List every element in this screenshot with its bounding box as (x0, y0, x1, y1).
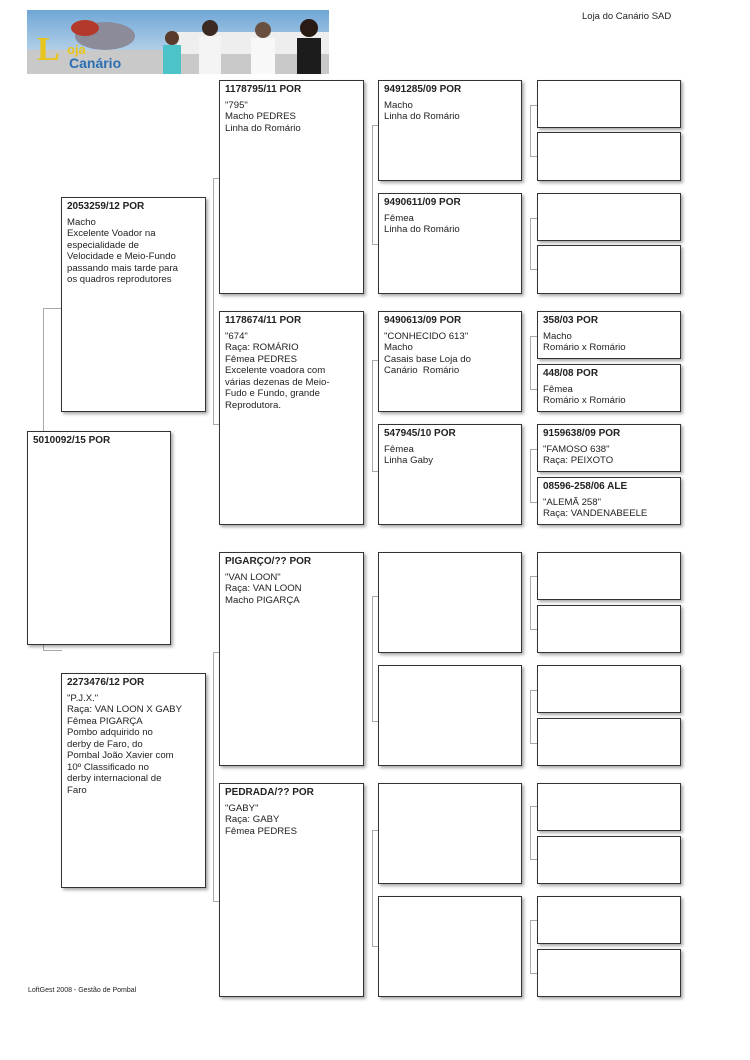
detail-line: Pombo adquirido no derby de Faro, do Pombal João Xavier com 10º Classificado no derby internacional de Faro (67, 727, 177, 796)
footer-text: LoftGest 2008 - Gestão de Pombal (28, 987, 137, 994)
ring-number: 5010092/15 POR (33, 435, 111, 446)
ring-number: PIGARÇO/?? POR (225, 556, 312, 567)
pigeon-card-ddd[interactable] (378, 896, 522, 997)
ring-number: 448/08 POR (543, 368, 599, 379)
detail-line: Linha do Romário (384, 224, 460, 235)
pigeon-card-dsdd[interactable] (537, 718, 681, 766)
pigeon-card-sdds[interactable] (537, 424, 681, 472)
pigeon-card-dddd[interactable] (537, 949, 681, 997)
ring-number: 9490613/09 POR (384, 315, 462, 326)
detail-line: Excelente voadora com várias dezenas de Meio-Fudo e Fundo, grande Reprodutora. (225, 365, 330, 411)
detail-line: Raça: VAN LOON X GABY (67, 704, 182, 715)
pigeon-card-ddss[interactable] (537, 783, 681, 831)
svg-text:oja: oja (67, 42, 86, 57)
pigeon-card-sdd[interactable] (378, 424, 522, 525)
pigeon-card-dam-sire[interactable] (219, 552, 364, 766)
detail-line: "795" (225, 99, 248, 111)
detail-line: Excelente Voador na especialidade de Velocidade e Meio-Fundo passando mais tarde para os quadros reprodutores (67, 228, 181, 285)
pigeon-card-dsd[interactable] (378, 665, 522, 766)
detail-line: Fêmea PEDRES (225, 353, 297, 365)
detail-line: "P.J.X." (67, 692, 99, 704)
svg-text:L: L (37, 31, 60, 68)
detail-line: Raça: VAN LOON (225, 583, 302, 594)
svg-text:Canário: Canário (69, 55, 122, 71)
company-name: Loja do Canário SAD (582, 11, 672, 22)
ring-number: 08596-258/06 ALE (543, 481, 628, 492)
pigeon-card-sire[interactable] (61, 197, 206, 412)
pigeon-card-dds[interactable] (378, 783, 522, 884)
pigeon-card-sdsd[interactable] (537, 364, 681, 412)
detail-line: "674" (225, 330, 248, 342)
pigeon-card-dssd[interactable] (537, 605, 681, 653)
pigeon-card-dss[interactable] (378, 552, 522, 653)
detail-line: Linha do Romário (225, 122, 301, 134)
ring-number: 9491285/09 POR (384, 84, 462, 95)
pigeon-card-subject[interactable] (27, 431, 171, 645)
pigeon-card-ssd[interactable] (378, 193, 522, 294)
detail-line: Fêmea (384, 443, 414, 455)
ring-number: 547945/10 POR (384, 428, 456, 439)
detail-line: Macho (384, 342, 413, 353)
detail-line: Casais base Loja do Canário Romário (384, 353, 474, 376)
detail-line: Macho PEDRES (225, 111, 296, 122)
ring-number: 2053259/12 POR (67, 201, 145, 212)
detail-line: Macho (543, 330, 572, 342)
pigeon-card-dam[interactable] (61, 673, 206, 888)
ring-number: 1178674/11 POR (225, 315, 302, 326)
detail-line: Raça: ROMÁRIO (225, 342, 299, 353)
logo (27, 10, 329, 74)
logo-image (27, 10, 329, 74)
detail-line: "VAN LOON" (225, 571, 281, 583)
pigeon-card-dam-dam[interactable] (219, 783, 364, 997)
detail-line: Raça: PEIXOTO (543, 455, 614, 466)
pigeon-card-sddd[interactable] (537, 477, 681, 525)
detail-line: Linha do Romário (384, 111, 460, 122)
detail-line: Fêmea (543, 383, 573, 395)
pigeon-card-dsds[interactable] (537, 665, 681, 713)
detail-line: Fêmea PEDRES (225, 825, 297, 837)
pigeon-card-sds[interactable] (378, 311, 522, 412)
detail-line: Linha Gaby (384, 455, 434, 466)
detail-line: "FAMOSO 638" (543, 443, 610, 455)
ring-number: 9490611/09 POR (384, 197, 461, 208)
detail-line: Macho (384, 99, 413, 111)
ring-number: 2273476/12 POR (67, 677, 145, 688)
pigeon-card-sss[interactable] (378, 80, 522, 181)
ring-number: 358/03 POR (543, 315, 599, 326)
pigeon-card-sssd[interactable] (537, 132, 681, 181)
detail-line: "ALEMÃ 258" (543, 496, 602, 508)
detail-line: "CONHECIDO 613" (384, 330, 469, 342)
detail-line: Macho (67, 216, 96, 228)
detail-line: Macho PIGARÇA (225, 594, 300, 606)
pigeon-card-dsss[interactable] (537, 552, 681, 600)
detail-line: Romário x Romário (543, 395, 626, 406)
pigeon-card-ddds[interactable] (537, 896, 681, 944)
detail-line: "GABY" (225, 802, 259, 814)
ring-number: 1178795/11 POR (225, 84, 302, 95)
pigeon-card-ddsd[interactable] (537, 836, 681, 884)
detail-line: Raça: GABY (225, 814, 280, 825)
pigeon-card-sire-sire[interactable] (219, 80, 364, 294)
pigeon-card-ssds[interactable] (537, 193, 681, 241)
detail-line: Raça: VANDENABEELE (543, 508, 648, 519)
detail-line: Romário x Romário (543, 342, 626, 353)
ring-number: 9159638/09 POR (543, 428, 621, 439)
pigeon-card-sire-dam[interactable] (219, 311, 364, 525)
ring-number: PEDRADA/?? POR (225, 787, 314, 798)
pigeon-card-sdss[interactable] (537, 311, 681, 359)
detail-line: Fêmea (384, 212, 414, 224)
detail-line: Fêmea PIGARÇA (67, 715, 143, 727)
pigeon-card-ssdd[interactable] (537, 245, 681, 294)
pigeon-card-ssss[interactable] (537, 80, 681, 128)
